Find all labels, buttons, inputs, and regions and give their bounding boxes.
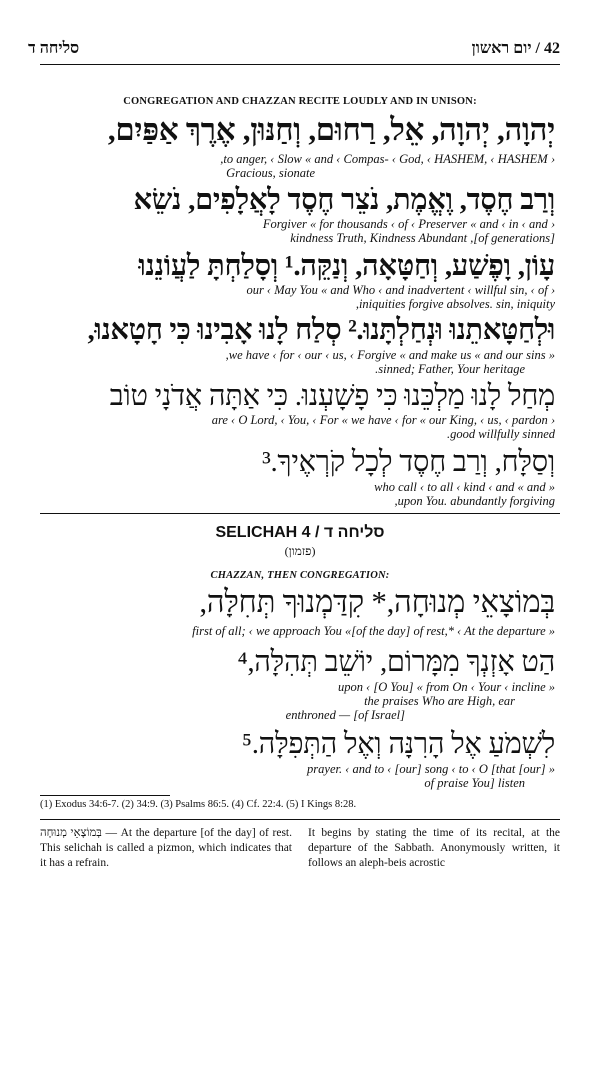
poem-line-2-hebrew: הַט אָזְנְךָ מִמָּרוֹם, יוֹשֵׁב תְּהִלָּה,⁴	[237, 646, 555, 678]
verse-line-2-hebrew: וְרַב חֶסֶד, וֶאֱמֶת, נֹצֵר חֶסֶד לָאֲלָפִים, נֹשֵׂא	[133, 184, 555, 216]
footnotes: (1) Exodus 34:6-7. (2) 34:9. (3) Psalms 86:5. (4) Cf. 22:4. (5) I Kings 8:28.	[40, 799, 357, 810]
verse-line-4-gloss: « we have ‹ for ‹ our ‹ us, ‹ Forgive « and make us « and our sins, sinned; Father, Your heritage.	[225, 348, 555, 376]
verse-line-4-hebrew: וּלְחַטָּאתֵנוּ וּנְחַלְתָּנוּ.² סְלַח לָנוּ אָבִינוּ כִּי חָטָאנוּ,	[87, 314, 555, 346]
selichah-title: SELICHAH 4 / סליחה ד	[215, 524, 385, 541]
verse-line-2-gloss: ‹ Forgiver « for thousands ‹ of ‹ Preserver « and ‹ in ‹ and [of generations], kindness Truth, Kindness Abundant	[262, 217, 555, 245]
verse-line-1-hebrew: יְהוָה, יְהוָה, אֵל, רַחוּם, וְחַנּוּן, אֶרֶךְ אַפַּיִם,	[107, 112, 555, 147]
verse-line-1-gloss: ‹ to anger, ‹ Slow « and ‹ Compas- ‹ God, ‹ HASHEM, ‹ HASHEM, Gracious, sionate	[220, 152, 555, 180]
verse-line-6-hebrew: וְסַלָּח, וְרַב חֶסֶד לְכָל קֹרְאֶיךָ.³	[262, 446, 555, 478]
verse-line-3-gloss: ‹ our ‹ May You « and Who ‹ and inadvertent ‹ willful sin, ‹ of iniquities forgive absolves. sin, iniquity,	[246, 283, 555, 311]
instruction-chazzan: CHAZZAN, THEN CONGREGATION:	[210, 570, 390, 581]
poem-line-3-hebrew: לִשְׁמֹעַ אֶל הָרִנָּה וְאֶל הַתְּפִלָּה.⁵	[241, 728, 555, 760]
header-divider	[40, 64, 560, 65]
header-page-label: 42 / יום ראשון	[471, 40, 560, 57]
verse-line-3-hebrew: עָוֹן, וָפֶשַׁע, וְחַטָּאָה, וְנַקֵּה.¹ וְסָלַחְתָּ לַעֲוֹנֵנוּ	[138, 250, 555, 282]
commentary-rule	[40, 819, 560, 820]
verse-line-6-gloss: « who call ‹ to all ‹ kind ‹ and « and upon You. abundantly forgiving,	[374, 480, 555, 508]
commentary-right: It begins by stating the time of its recital, at the departure of the Sabbath. Anonymously written, it follows an aleph-beis acrostic	[308, 827, 560, 869]
section-divider	[40, 513, 560, 514]
selichah-subtitle: (פזמון)	[284, 544, 316, 558]
verse-line-5-hebrew: מְחַל לָנוּ מַלְכֵּנוּ כִּי פָשָׁעְנוּ. כִּי אַתָּה אֲדֹנָי טוֹב	[109, 380, 555, 412]
poem-line-1-gloss: « first of all; ‹ we approach You «[of the day] of rest,* ‹ At the departure	[192, 624, 555, 638]
footnote-rule	[40, 795, 170, 796]
verse-line-5-gloss: ‹ are ‹ O Lord, ‹ You, ‹ For « we have ‹ for « our King, ‹ us, ‹ pardon good willfully sinned.	[211, 413, 555, 441]
poem-line-1-hebrew: בְּמוֹצָאֵי מְנוּחָה,* קִדַּמְנוּךָ תְּחִלָּה,	[199, 584, 555, 619]
poem-line-2-gloss: « upon ‹ [O You] « from On ‹ Your ‹ incline the praises Who are High, ear [of Israel] — enthroned	[285, 680, 555, 722]
instruction-congregation: CONGREGATION AND CHAZZAN RECITE LOUDLY AND IN UNISON:	[123, 96, 477, 107]
header-selichah-label: סליחה ד	[28, 40, 80, 57]
poem-line-3-gloss: « [our] prayer. ‹ and to ‹ [our] song ‹ to ‹ O [that of praise You] listen	[307, 762, 555, 790]
commentary-left: בְּמוֹצָאֵי מְנוּחָה — At the departure [of the day] of rest. This selichah is called a pizmon, which indicates that it has a refrain.	[40, 827, 292, 869]
